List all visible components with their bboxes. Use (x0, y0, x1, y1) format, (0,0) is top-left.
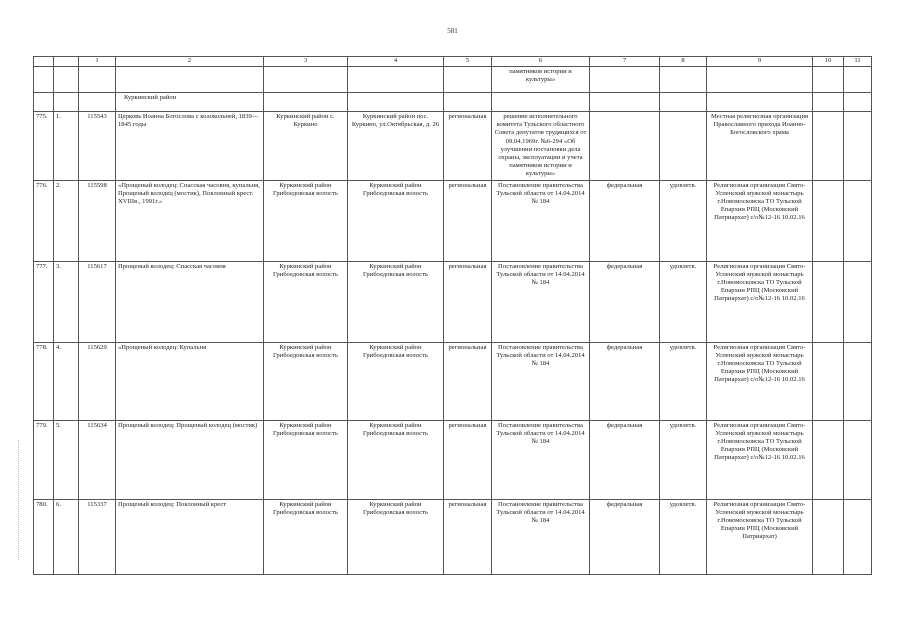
col-num-8: 8 (660, 57, 707, 67)
row-category: региональная (444, 499, 492, 574)
row-document: Постановление правительства Тульской области от 14.04.2014 № 184 (492, 342, 590, 420)
row-significance: федеральная (590, 342, 660, 420)
row-state: удовлетв. (660, 499, 707, 574)
district-heading-row (34, 93, 872, 112)
row-registry-id: 115629 (79, 342, 116, 420)
row-document: решение исполнительного комитета Тульского областного Совета депутатов трудящихся от 09.04.1969г. №6-294 «Об улучшении постановки дела охраны, эксплуатации и учета памятников истории и культуры» (492, 112, 590, 181)
row-object-name: Прощеный колодец: Поклонный крест (116, 499, 264, 574)
row-number: 6. (54, 499, 79, 574)
row-number: 3. (54, 261, 79, 342)
row-significance: федеральная (590, 180, 660, 261)
row-col-10 (813, 261, 844, 342)
column-number-row (34, 57, 872, 67)
row-object-name: «Прощеный колодец: Купальня (116, 342, 264, 420)
row-location: Куркинский район Грибоедовская волость (264, 499, 348, 574)
col-num-4: 4 (348, 57, 444, 67)
row-col-11 (844, 342, 872, 420)
table-row (34, 499, 872, 574)
col-num-6: 6 (492, 57, 590, 67)
row-state: удовлетв. (660, 180, 707, 261)
row-category: региональная (444, 180, 492, 261)
row-object-name: Церковь Иоанна Богослова с колокольней, 1839—1845 годы (116, 112, 264, 181)
row-category: региональная (444, 112, 492, 181)
table-row (34, 180, 872, 261)
row-address: Куркинский район Грибоедовская волость (348, 499, 444, 574)
row-owner: Религиозная организация Свято-Успенский мужской монастырь г.Новомосковска ТО Тульской Епархии РПЦ (Московский Патриархат) (707, 499, 813, 574)
row-location: Куркинский район Грибоедовская волость (264, 420, 348, 499)
row-state (660, 112, 707, 181)
row-col-11 (844, 261, 872, 342)
row-object-name: Прощеный колодец: Прощеный колодец (мостик) (116, 420, 264, 499)
row-owner: Религиозная организация Свято-Успенский мужской монастырь г.Новомосковска ТО Тульской Епархии РПЦ (Московский Патриархат) с/о№12-16 10.02.16 (707, 180, 813, 261)
col-num-7: 7 (590, 57, 660, 67)
row-significance: федеральная (590, 420, 660, 499)
row-significance: федеральная (590, 499, 660, 574)
col-num-spacer (54, 57, 79, 67)
row-col-10 (813, 499, 844, 574)
scan-margin-marks (18, 440, 23, 560)
row-significance: федеральная (590, 261, 660, 342)
col-num-1: 1 (79, 57, 116, 67)
row-significance (590, 112, 660, 181)
table-row (34, 420, 872, 499)
row-registry-id: 115337 (79, 499, 116, 574)
row-col-11 (844, 499, 872, 574)
row-index: 775. (34, 112, 54, 181)
row-col-10 (813, 342, 844, 420)
table-row (34, 112, 872, 181)
row-number: 5. (54, 420, 79, 499)
page-number: 581 (447, 27, 458, 35)
row-state: удовлетв. (660, 261, 707, 342)
row-index: 777. (34, 261, 54, 342)
row-address: Куркинский район Грибоедовская волость (348, 261, 444, 342)
row-registry-id: 115543 (79, 112, 116, 181)
row-object-name: Прощеный колодец: Спасская часовня (116, 261, 264, 342)
row-document: Постановление правительства Тульской области от 14.04.2014 № 184 (492, 261, 590, 342)
row-index: 779. (34, 420, 54, 499)
row-owner: Местная религиозная организация Православного прихода Иоанно-Богословского храма (707, 112, 813, 181)
row-document: Постановление правительства Тульской области от 14.04.2014 № 184 (492, 420, 590, 499)
table-row (34, 261, 872, 342)
row-object-name: «Прощеный колодец: Спасская часовня, купальня, Прощеный колодец (мостик), Поклонный крест. XVIIIв., 1991г.» (116, 180, 264, 261)
continuation-document: памятников истории и культуры» (492, 67, 590, 93)
col-num-3: 3 (264, 57, 348, 67)
row-address: Куркинский район Грибоедовская волость (348, 420, 444, 499)
row-address: Куркинский район Грибоедовская волость (348, 342, 444, 420)
row-number: 2. (54, 180, 79, 261)
row-category: региональная (444, 261, 492, 342)
row-registry-id: 115617 (79, 261, 116, 342)
row-col-11 (844, 112, 872, 181)
row-col-11 (844, 180, 872, 261)
row-location: Куркинский район Грибоедовская волость (264, 180, 348, 261)
row-owner: Религиозная организация Свято-Успенский мужской монастырь г.Новомосковска ТО Тульской Епархии РПЦ (Московский Патриархат) с/о№12-16 10.02.16 (707, 420, 813, 499)
col-num-2: 2 (116, 57, 264, 67)
row-category: региональная (444, 342, 492, 420)
col-num-10: 10 (813, 57, 844, 67)
row-address: Куркинский район Грибоедовская волость (348, 180, 444, 261)
row-index: 780. (34, 499, 54, 574)
row-registry-id: 115634 (79, 420, 116, 499)
row-document: Постановление правительства Тульской области от 14.04.2014 № 184 (492, 499, 590, 574)
continuation-row (34, 67, 872, 93)
col-num-5: 5 (444, 57, 492, 67)
district-heading: Куркинский район (116, 93, 264, 112)
col-num-blank (34, 57, 54, 67)
row-owner: Религиозная организация Свято-Успенский мужской монастырь г.Новомосковска ТО Тульской Епархии РПЦ (Московский Патриархат) с/о№12-16 10.02.16 (707, 342, 813, 420)
row-col-10 (813, 180, 844, 261)
row-location: Куркинский район Грибоедовская волость (264, 342, 348, 420)
col-num-11: 11 (844, 57, 872, 67)
row-address: Куркинский район пос. Куркино, ул.Октябрьская, д. 26 (348, 112, 444, 181)
monuments-registry-table (33, 56, 872, 575)
row-index: 776. (34, 180, 54, 261)
row-number: 4. (54, 342, 79, 420)
row-registry-id: 115598 (79, 180, 116, 261)
row-number: 1. (54, 112, 79, 181)
row-index: 778. (34, 342, 54, 420)
row-state: удовлетв. (660, 420, 707, 499)
row-owner: Религиозная организация Свято-Успенский мужской монастырь г.Новомосковска ТО Тульской Епархии РПЦ (Московский Патриархат) с/о№12-16 10.02.16 (707, 261, 813, 342)
row-col-11 (844, 420, 872, 499)
row-location: Куркинский район Грибоедовская волость (264, 261, 348, 342)
row-location: Куркинский район с. Куркино (264, 112, 348, 181)
col-num-9: 9 (707, 57, 813, 67)
table-row (34, 342, 872, 420)
row-category: региональная (444, 420, 492, 499)
row-col-10 (813, 420, 844, 499)
row-col-10 (813, 112, 844, 181)
row-document: Постановление правительства Тульской области от 14.04.2014 № 184 (492, 180, 590, 261)
row-state: удовлетв. (660, 342, 707, 420)
